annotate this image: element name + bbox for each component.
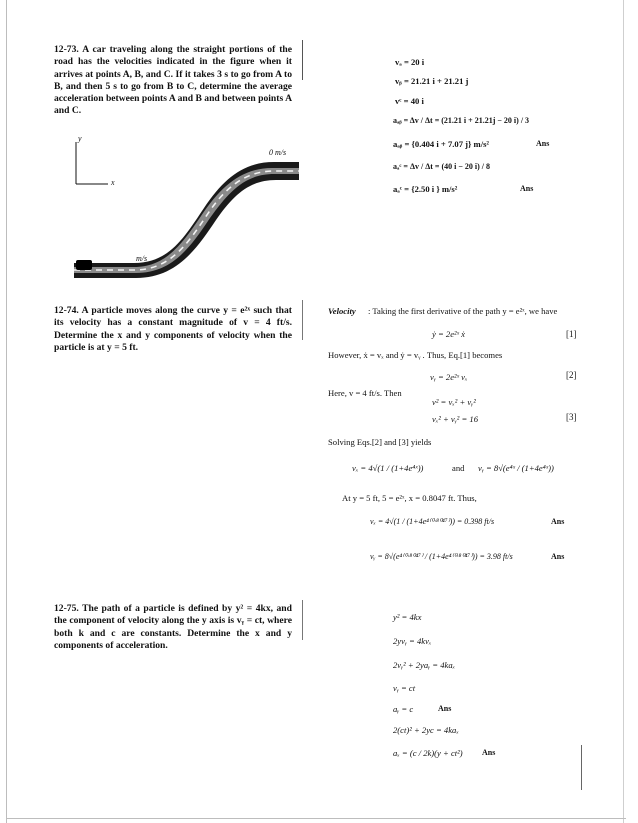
problem-statement: A particle moves along the curve y = e²ˣ such that its velocity has a constant magnitude of v = 4 ft/s. Determine the x and y components of velocity when the particle is at y = 5 ft. [54,305,292,353]
solution-line: However, ẋ = vₓ and ẏ = vᵧ . Thus, Eq.[1] becomes [328,350,503,360]
road-figure-drawing [64,128,304,278]
equation-tag: [3] [566,412,577,422]
solution-line: vᵦ = 21.21 i + 21.21 j [395,76,469,86]
car-icon [76,260,92,270]
solution-line: aₐᵦ = Δv / Δt = (21.21 i + 21.21j − 20 i) / 3 [393,116,530,125]
solution-line: vᶜ = 40 i [395,96,424,106]
solution-line: aₐᶜ = Δv / Δt = (40 i − 20 i) / 8 [393,162,490,171]
equation: 2yvᵧ = 4kvₓ [393,636,432,646]
solution-line: Solving Eqs.[2] and [3] yields [328,437,432,447]
answer-marker: Ans [551,517,565,526]
column-divider [302,40,303,80]
page-edge-bottom [6,818,626,819]
road-surface [74,162,299,278]
equation: aᵧ = c [393,704,414,714]
equation-tag: [2] [566,370,577,380]
equation: v² = vₓ² + vᵧ² [432,397,476,407]
equation: vₓ = 4√(1 / (1+4e⁴⁽⁰·⁸⁰⁴⁷⁾)) = 0.398 ft/s [370,517,495,526]
answer-marker: Ans [482,748,496,757]
equation: ẏ = 2e²ˣ ẋ [432,329,465,339]
answer-marker: Ans [438,704,452,713]
column-divider [302,300,303,340]
equation: vₓ = 4√(1 / (1+4e⁴ˣ)) [352,463,424,473]
road-figure [64,128,304,278]
solution-line: At y = 5 ft, 5 = e²ˣ, x = 0.8047 ft. Thus, [342,493,477,503]
y-axis-label: y [78,134,82,143]
velocity-label-c: 0 m/s [269,148,287,157]
equation-tag: [1] [566,329,577,339]
solution-line: vₐ = 20 i [395,57,425,67]
solution-heading: Velocity [328,306,356,316]
problem-12-75 [54,603,292,652]
problem-12-73 [54,44,292,118]
problem-number: 12-74. [54,305,79,316]
page-edge-left [6,0,7,823]
equation: aₓ = (c / 2k)(y + ct²) [393,748,463,758]
problem-statement: A car traveling along the straight portions of the road has the velocities indicated in the figure when it arrives at points A, B, and C. If it takes 3 s to go from A to B, and then 5 s to go from B to C, determine the average acceleration between points A and B and between points A and C. [54,44,292,117]
equation: vₓ² + vᵧ² = 16 [432,414,478,424]
column-divider [302,600,303,640]
equation: 2(ct)² + 2yc = 4kaₓ [393,725,459,735]
conjunction: and [452,463,465,473]
velocity-label-a: m/s [136,254,148,263]
page-edge-right [623,0,624,823]
equation: vᵧ = 8√(e⁴ˣ / (1+4e⁴ˣ)) [478,463,554,473]
answer-marker: Ans [551,552,565,561]
equation: vᵧ = 2e²ˣ vₓ [430,372,468,382]
answer-marker: Ans [536,139,550,148]
solution-line: aₐᵦ = {0.404 i + 7.07 j} m/s² [393,139,490,149]
problem-12-74 [54,305,292,354]
equation: y² = 4kx [393,612,422,622]
margin-mark [581,745,582,790]
problem-statement: The path of a particle is defined by y² = 4kx, and the component of velocity along the y axis is vᵧ = ct, where both k and c are constants. Determine the x and y components of acceleration. [54,603,292,651]
solution-line: aₐᶜ = {2.50 i } m/s² [393,184,458,194]
solution-line: Here, v = 4 ft/s. Then [328,388,402,398]
problem-number: 12-73. [54,44,79,55]
problem-number: 12-75. [54,603,79,614]
solution-line: : Taking the first derivative of the path y = e²ˣ, we have [368,306,558,316]
equation: vᵧ = ct [393,683,416,693]
equation: 2vᵧ² + 2yaᵧ = 4kaₓ [393,660,456,670]
answer-marker: Ans [520,184,534,193]
equation: vᵧ = 8√(e⁴⁽⁰·⁸⁰⁴⁷⁾ / (1+4e⁴⁽⁰·⁸⁰⁴⁷⁾)) = 3.98 ft/s [370,552,513,561]
x-axis-label: x [111,178,115,187]
